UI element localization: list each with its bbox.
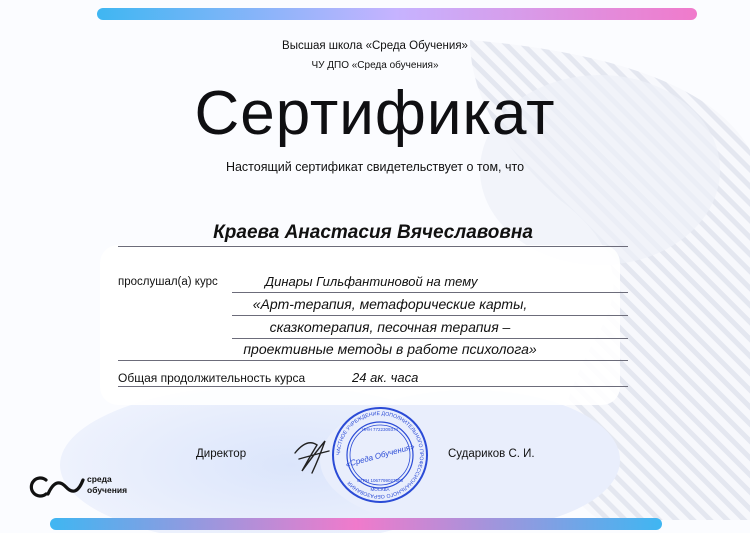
stamp-ring-text: ЧАСТНОЕ УЧРЕЖДЕНИЕ ДОПОЛНИТЕЛЬНОГО ПРОФЕССИОНАЛЬНОГО ОБРАЗОВАНИЯ: [335, 410, 425, 500]
director-label: Директор: [196, 448, 247, 460]
topic-line-2: сказкотерапия, песочная терапия –: [269, 319, 511, 335]
stamp-inn: ИНН 7722309374: [361, 427, 399, 432]
signer-name: Судариков С. И.: [448, 448, 535, 460]
topic-line-3: проективные методы в работе психолога»: [243, 341, 537, 357]
logo-text: [87, 474, 127, 496]
topic-line-1: «Арт-терапия, метафорические карты,: [252, 296, 528, 312]
director-signature: [287, 433, 337, 478]
attended-label: прослушал(а) курс: [118, 276, 218, 288]
teacher-line: Динары Гильфантиновой на тему: [265, 274, 478, 289]
school-name: Высшая школа «Среда Обучения»: [282, 40, 468, 52]
teacher-underline: [232, 292, 628, 293]
topic-underline-2: [232, 338, 628, 339]
official-stamp: [330, 405, 430, 505]
duration-underline: [118, 386, 628, 387]
duration-label: Общая продолжительность курса: [118, 371, 306, 385]
sreda-logo-icon: [28, 472, 86, 502]
intro-text: Настоящий сертификат свидетельствует о том, что: [225, 160, 525, 174]
logo-line-2: обучения: [87, 485, 128, 495]
certificate-title: Сертификат: [194, 79, 556, 148]
stamp-ogrn: ОГРН 1067799027508: [357, 478, 403, 483]
stamp-center-text: «Среда Обучения»: [344, 441, 416, 469]
organization-name: ЧУ ДПО «Среда обучения»: [311, 60, 439, 71]
topic-underline-1: [232, 315, 628, 316]
logo-line-1: среда: [87, 474, 112, 484]
topic-underline-3: [118, 360, 628, 361]
bottom-gradient-bar: [50, 518, 662, 530]
stamp-city: МОСКВА: [370, 487, 390, 492]
top-gradient-bar: [97, 8, 697, 20]
recipient-name: Краева Анастасия Вячеславовна: [213, 222, 533, 243]
duration-value: 24 ак. часа: [352, 370, 419, 385]
recipient-underline: [118, 246, 628, 247]
